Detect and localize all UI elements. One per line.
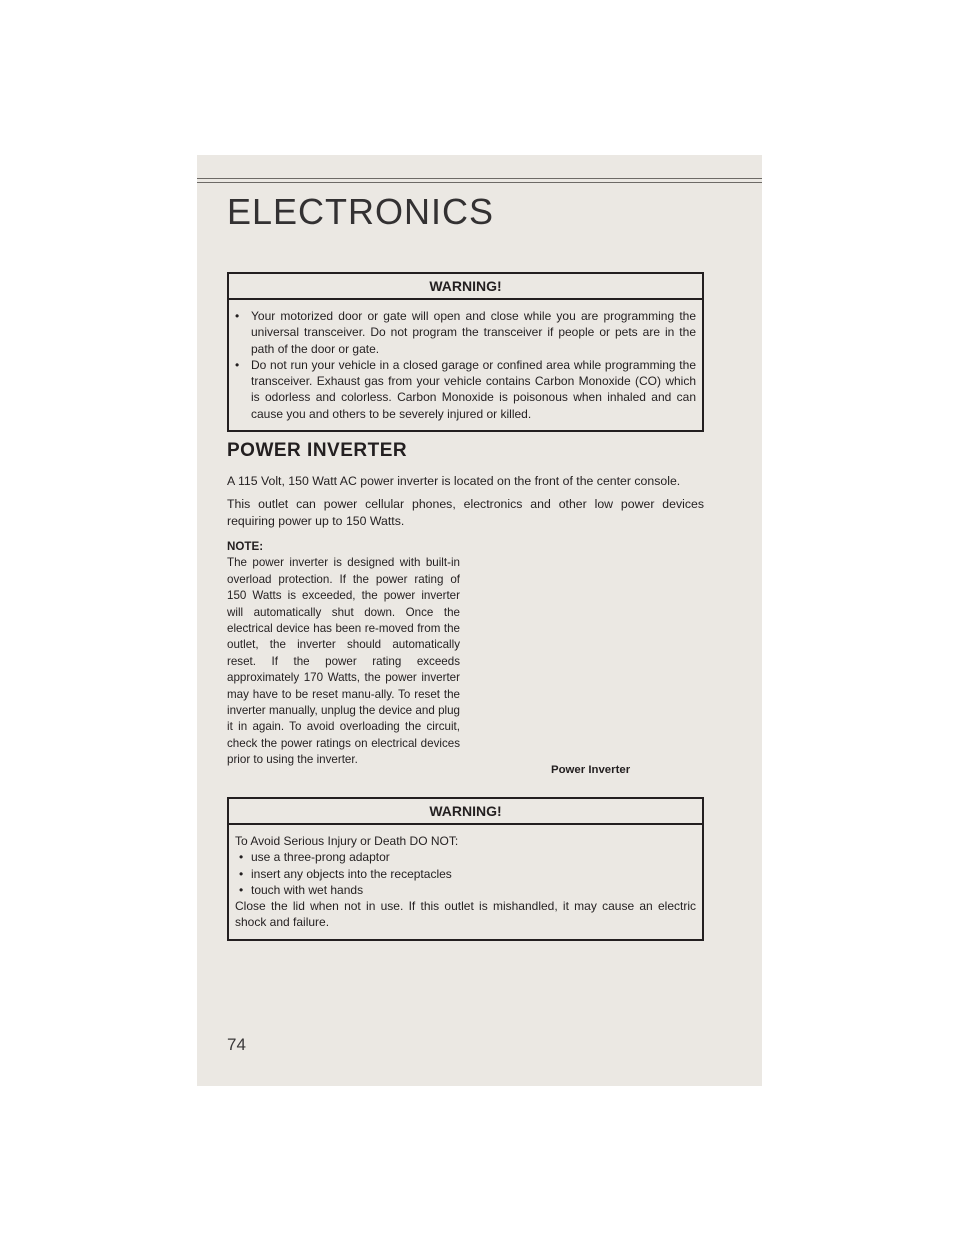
- warning-closing: Close the lid when not in use. If this outlet is mishandled, it may cause an electric shock and failure.: [235, 899, 696, 930]
- section-heading: POWER INVERTER: [227, 440, 408, 461]
- bullet-dot: •: [235, 309, 240, 323]
- note-label: NOTE:: [227, 540, 264, 553]
- warning-box-top: [227, 272, 704, 432]
- paragraph: A 115 Volt, 150 Watt AC power inverter is located on the front of the center console.: [227, 474, 681, 488]
- warning-title: WARNING!: [229, 799, 702, 825]
- header-rule-bottom: [197, 182, 762, 183]
- bullet-dot: •: [239, 866, 244, 881]
- page-number: 74: [227, 1035, 246, 1054]
- warning-intro: To Avoid Serious Injury or Death DO NOT:: [235, 834, 459, 848]
- paragraph: This outlet can power cellular phones, electronics and other low power devices requiring power up to 150 Watts.: [227, 497, 704, 528]
- note-text: The power inverter is designed with built-in overload protection. If the power rating of 150 Watts is exceeded, the power inverter will automatically shut down. Once the electrical device has been re-moved from the outlet, the inverter should automatically reset. If the power rating exceeds approximately 170 Watts, the power inverter may have to be reset manu-ally. To reset the inverter manually, unplug the device and plug it in again. To avoid overloading the circuit, check the power ratings on electrical devices prior to using the inverter.: [227, 556, 460, 767]
- manual-page: [197, 155, 762, 1086]
- warning-bullet: • use a three-prong adaptor: [235, 849, 696, 865]
- warning-title: WARNING!: [229, 274, 702, 300]
- bullet-dot: •: [239, 882, 244, 897]
- section-title: ELECTRONICS: [227, 191, 495, 232]
- bullet-dot: •: [235, 357, 240, 372]
- warning-bullet: • touch with wet hands: [235, 882, 696, 898]
- note-block: [227, 539, 460, 769]
- warning-bullet: • Your motorized door or gate will open and close while you are programming the universal transceiver. Do not program the transceiver if people or pets are in the path of the door or gate.: [235, 309, 696, 356]
- figure-caption: Power Inverter: [551, 764, 631, 776]
- bullet-dot: •: [239, 850, 244, 865]
- header-rule-top: [197, 178, 762, 179]
- warning-box-bottom: [227, 797, 704, 941]
- warning-bullet: • insert any objects into the receptacles: [235, 866, 696, 882]
- warning-bullet: • Do not run your vehicle in a closed garage or confined area while programming the transceiver. Exhaust gas from your vehicle contains Carbon Monoxide (CO) which is odorless and colorless. Carbon Monoxide is poisonous when inhaled and can cause you and others to be severely injured or killed.: [235, 357, 696, 421]
